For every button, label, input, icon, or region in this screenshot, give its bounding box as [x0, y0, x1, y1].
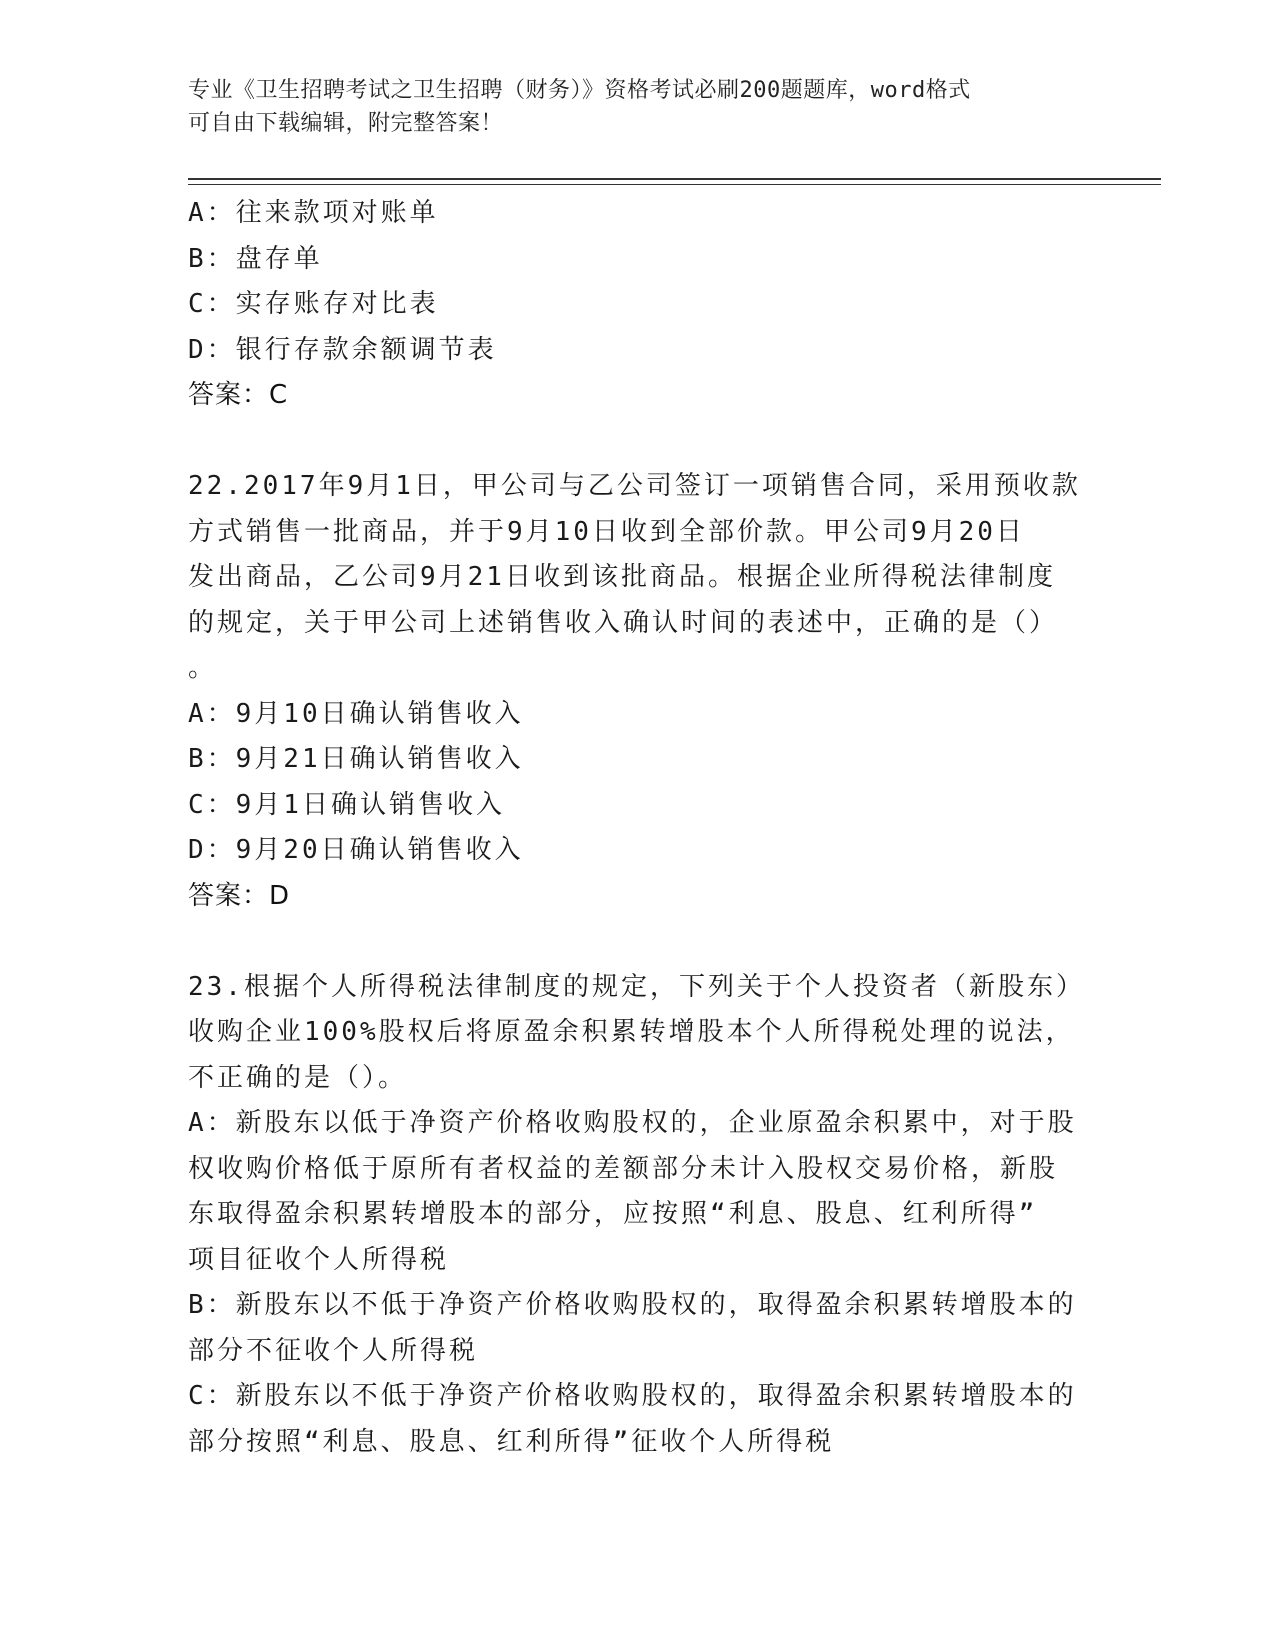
- question-23-text: [188, 965, 1088, 1102]
- option-line: 权收购价格低于原所有者权益的差额部分未计入股权交易价格，新股: [188, 1153, 1059, 1184]
- question-22-text: [188, 464, 1088, 692]
- option-c: C：实存账存对比表: [188, 289, 439, 319]
- question-line: 不正确的是（）。: [188, 1062, 408, 1093]
- option-line: B：新股东以不低于净资产价格收购股权的，取得盈余积累转增股本的: [188, 1290, 1077, 1320]
- option-line: 部分按照“利息、股息、红利所得”征收个人所得税: [188, 1426, 835, 1457]
- option-line: A：新股东以低于净资产价格收购股权的，企业原盈余积累中，对于股: [188, 1108, 1077, 1138]
- option-line: C：新股东以不低于净资产价格收购股权的，取得盈余积累转增股本的: [188, 1381, 1077, 1411]
- question-line: 。: [188, 653, 218, 683]
- question-23-options: [188, 1101, 1088, 1465]
- option-b: B：盘存单: [188, 243, 323, 274]
- option-line: 部分不征收个人所得税: [188, 1335, 479, 1366]
- option-line: 项目征收个人所得税: [188, 1244, 450, 1275]
- option-b: B：9月21日确认销售收入: [188, 744, 524, 774]
- question-line: 方式销售一批商品，并于9月10日收到全部价款。甲公司9月20日: [188, 516, 1025, 547]
- question-22-options: [188, 692, 1088, 874]
- document-body: [188, 191, 1088, 1465]
- question-line: 23.根据个人所得税法律制度的规定，下列关于个人投资者（新股东）: [188, 971, 1085, 1002]
- question-21-options: [188, 191, 1088, 373]
- question-line: 22.2017年9月1日，甲公司与乙公司签订一项销售合同，采用预收款: [188, 471, 1081, 501]
- question-line: 发出商品，乙公司9月21日收到该批商品。根据企业所得税法律制度: [188, 562, 1056, 592]
- header-line-2: 可自由下载编辑，附完整答案！: [188, 111, 504, 136]
- question-line: 的规定，关于甲公司上述销售收入确认时间的表述中，正确的是（）: [188, 607, 1059, 638]
- spacer: [188, 419, 1088, 465]
- option-d: D：9月20日确认销售收入: [188, 835, 524, 865]
- document-header: [188, 74, 1088, 140]
- option-line: 东取得盈余积累转增股本的部分，应按照“利息、股息、红利所得”: [188, 1199, 1038, 1229]
- question-21-answer: 答案：C: [188, 380, 289, 410]
- spacer: [188, 919, 1088, 965]
- header-line-1: 专业《卫生招聘考试之卫生招聘（财务）》资格考试必刷200题题库，word格式: [188, 78, 971, 103]
- option-a: A：往来款项对账单: [188, 198, 439, 228]
- option-c: C：9月1日确认销售收入: [188, 789, 505, 820]
- question-22-answer: 答案：D: [188, 880, 291, 911]
- option-a: A：9月10日确认销售收入: [188, 698, 524, 729]
- option-d: D：银行存款余额调节表: [188, 334, 497, 365]
- header-divider-thick: [188, 178, 1161, 180]
- question-line: 收购企业100%股权后将原盈余积累转增股本个人所得税处理的说法，: [188, 1017, 1075, 1047]
- header-divider-thin: [188, 184, 1161, 185]
